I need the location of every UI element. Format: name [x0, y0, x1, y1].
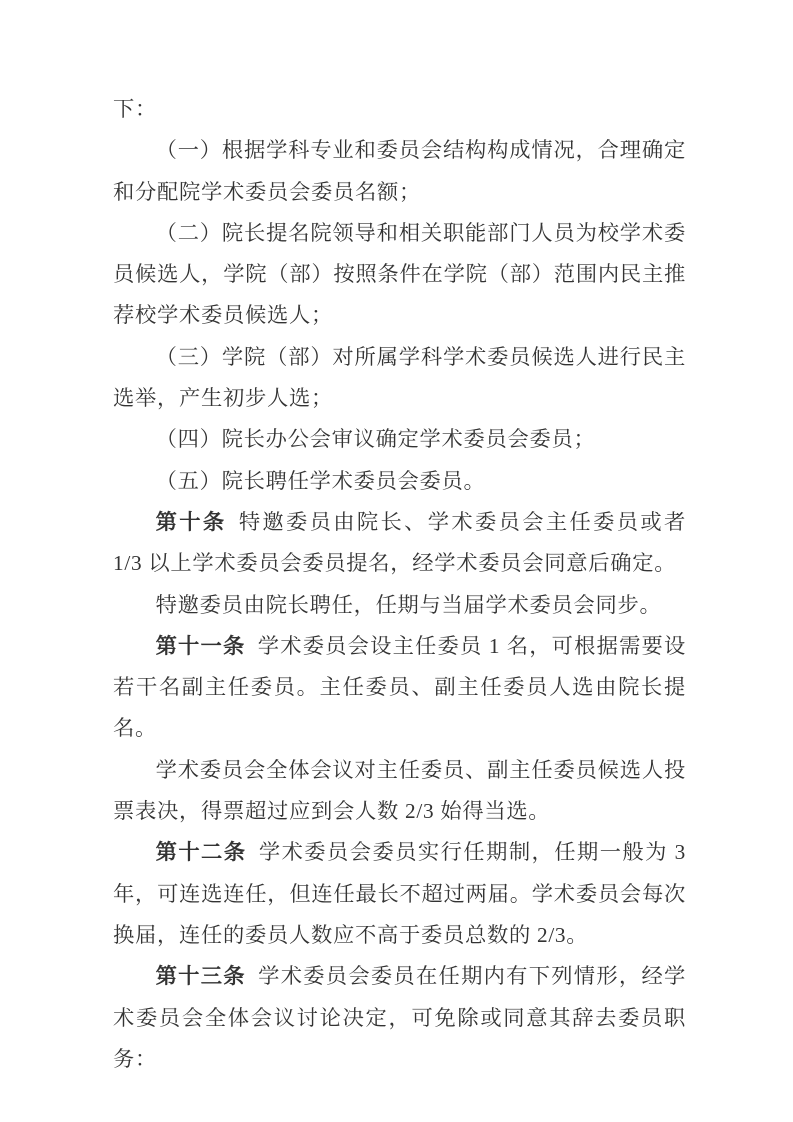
- paragraph-text: 学术委员会委员实行任期制，任期一般为 3 年，可连选连任，但连任最长不超过两届。学术委员会每次换届，连任的委员人数应不高于委员总数的 2/3。: [113, 840, 686, 947]
- document-body: [113, 89, 686, 1080]
- paragraph-text: （四）院长办公会审议确定学术委员会委员；: [155, 427, 596, 452]
- paragraph-item-4: [113, 419, 686, 460]
- paragraph-item-5: [113, 461, 686, 502]
- paragraph-continuation: [113, 89, 686, 130]
- paragraph-item-1: [113, 130, 686, 213]
- paragraph-article-10: [113, 502, 686, 585]
- article-number: 第十二条: [155, 840, 247, 865]
- paragraph-item-3: [113, 337, 686, 420]
- paragraph-item-2: [113, 213, 686, 337]
- paragraph-text: （一）根据学科专业和委员会结构构成情况，合理确定和分配院学术委员会委员名额；: [113, 138, 686, 204]
- paragraph-text: 特邀委员由院长、学术委员会主任委员或者 1/3 以上学术委员会委员提名，经学术委员会同意后确定。: [113, 509, 686, 576]
- paragraph-text: （三）学院（部）对所属学科学术委员候选人进行民主选举，产生初步人选；: [113, 344, 686, 411]
- paragraph-text: 学术委员会设主任委员 1 名，可根据需要设若干名副主任委员。主任委员、副主任委员人选由院长提名。: [113, 633, 686, 741]
- article-number: 第十条: [155, 509, 227, 534]
- paragraph-text: （二）院长提名院领导和相关职能部门人员为校学术委员候选人，学院（部）按照条件在学院（部）范围内民主推荐校学术委员候选人；: [113, 220, 686, 328]
- paragraph-article-13: [113, 956, 686, 1080]
- paragraph-text: 下：: [113, 97, 157, 121]
- paragraph-text: （五）院长聘任学术委员会委员。: [155, 468, 486, 493]
- article-number: 第十三条: [155, 964, 246, 989]
- paragraph-article-11: [113, 626, 686, 750]
- paragraph-text: 特邀委员由院长聘任，任期与当届学术委员会同步。: [155, 592, 662, 617]
- paragraph-text: 学术委员会委员在任期内有下列情形，经学术委员会全体会议讨论决定，可免除或同意其辞去委员职务：: [113, 964, 686, 1071]
- paragraph-text: 学术委员会全体会议对主任委员、副主任委员候选人投票表决，得票超过应到会人数 2/3 始得当选。: [113, 757, 686, 824]
- article-number: 第十一条: [155, 633, 246, 658]
- paragraph-article-11-cont: [113, 750, 686, 833]
- paragraph-article-10-cont: [113, 585, 686, 626]
- paragraph-article-12: [113, 832, 686, 956]
